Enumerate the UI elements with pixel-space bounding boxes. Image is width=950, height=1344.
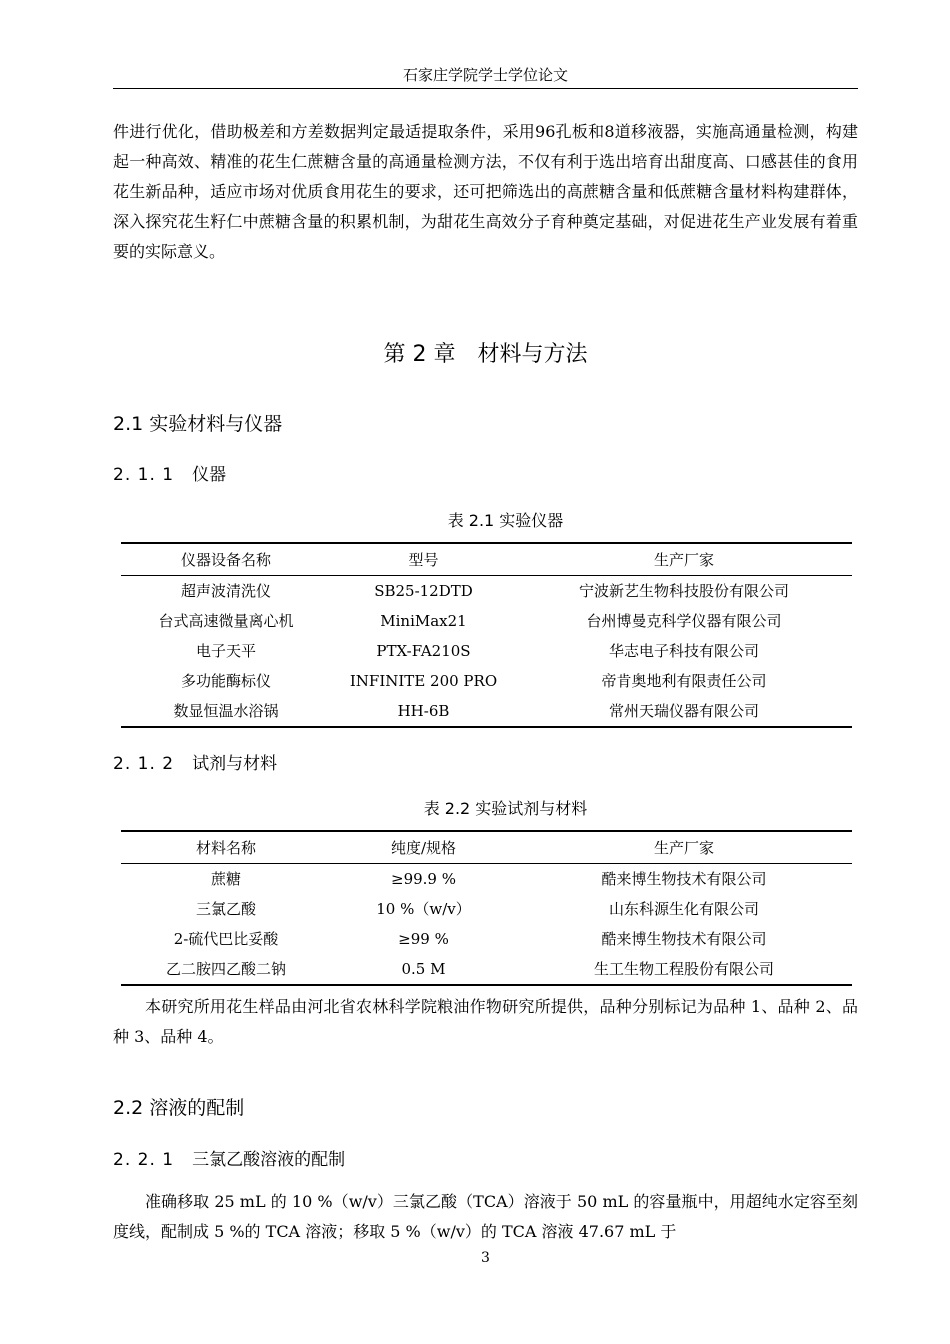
table-cell: 2-硫代巴比妥酸 [173, 930, 279, 948]
column-header: 仪器设备名称 [121, 543, 331, 576]
table-cell: ≥99 % [398, 930, 449, 948]
column-header: 材料名称 [121, 831, 331, 864]
subsection-title: 试剂与材料 [192, 754, 278, 774]
table-row [121, 864, 852, 895]
table-cell: ≥99.9 % [391, 870, 456, 888]
table-cell: HH-6B [397, 702, 450, 720]
subsection-number: 2. 1. 2 [113, 754, 175, 774]
table-cell: 多功能酶标仪 [180, 672, 271, 690]
table-row [121, 666, 852, 696]
subsection-title: 三氯乙酸溶液的配制 [192, 1150, 346, 1170]
intro-paragraph: 件进行优化，借助极差和方差数据判定最适提取条件，采用96孔板和8道移液器，实施高通量检测，构建起一种高效、精准的花生仁蔗糖含量的高通量检测方法，不仅有利于选出培育出甜度高、口感甚佳的食用花生新品种，适应市场对优质食用花生的要求，还可把筛选出的高蔗糖含量和低蔗糖含量材料构建群体，深入探究花生籽仁中蔗糖含量的积累机制，为甜花生高效分子育种奠定基础，对促进花生产业发展有着重要的实际意义。 [113, 122, 858, 261]
subsection-heading-2-1-2 [113, 751, 277, 777]
table-cell: 台州博曼克科学仪器有限公司 [586, 612, 782, 630]
table-cell: 乙二胺四乙酸二钠 [165, 960, 286, 978]
table-header-row [121, 543, 852, 576]
subsection-heading-2-1-1 [113, 462, 226, 488]
running-header: 石家庄学院学士学位论文 [113, 64, 858, 89]
table-cell: MiniMax21 [380, 612, 467, 630]
table-row [121, 924, 852, 954]
table-row [121, 636, 852, 666]
table-cell: 台式高速微量离心机 [158, 612, 294, 630]
table-row [121, 696, 852, 727]
column-header: 生产厂家 [516, 543, 852, 576]
subsection-title: 仪器 [192, 465, 227, 485]
table-cell: 宁波新艺生物科技股份有限公司 [578, 582, 789, 600]
table-cell: INFINITE 200 PRO [349, 672, 498, 690]
column-header: 型号 [331, 543, 516, 576]
tca-preparation-paragraph: 准确移取 25 mL 的 10 %（w/v）三氯乙酸（TCA）溶液于 50 mL 的容量瓶中，用超纯水定容至刻度线，配制成 5 %的 TCA 溶液；移取 5 %（w/v）的 TCA 溶液 47.67 mL 于 [113, 1192, 858, 1241]
table-cell: 数显恒温水浴锅 [173, 702, 279, 720]
table-cell: 常州天瑞仪器有限公司 [608, 702, 759, 720]
page-number: 3 [481, 1250, 490, 1266]
table-2-1-caption: 表 2.1 实验仪器 [447, 511, 564, 530]
table-cell: 0.5 M [401, 960, 446, 978]
table-header-row [121, 831, 852, 864]
table-row [121, 606, 852, 636]
column-header: 纯度/规格 [331, 831, 516, 864]
subsection-heading-2-2-1 [113, 1147, 345, 1173]
table-cell: 蔗糖 [210, 870, 241, 888]
table-cell: 三氯乙酸 [195, 900, 256, 918]
table-cell: 华志电子科技有限公司 [608, 642, 759, 660]
table-cell: 帝肯奥地利有限责任公司 [601, 672, 767, 690]
section-heading-2-2: 2.2 溶液的配制 [113, 1097, 245, 1119]
table-row [121, 954, 852, 985]
table-cell: 山东科源生化有限公司 [608, 900, 759, 918]
subsection-number: 2. 2. 1 [113, 1150, 175, 1170]
chapter-title: 第 2 章 材料与方法 [383, 342, 588, 367]
table-cell: 超声波清洗仪 [180, 582, 271, 600]
sample-source-paragraph: 本研究所用花生样品由河北省农林科学院粮油作物研究所提供，品种分别标记为品种 1、品种 2、品种 3、品种 4。 [113, 997, 858, 1046]
table-row [121, 894, 852, 924]
table-cell: 酷来博生物技术有限公司 [601, 870, 767, 888]
subsection-number: 2. 1. 1 [113, 465, 175, 485]
table-cell: 酷来博生物技术有限公司 [601, 930, 767, 948]
section-heading-2-1: 2.1 实验材料与仪器 [113, 413, 283, 435]
table-row [121, 576, 852, 607]
table-cell: 生工生物工程股份有限公司 [593, 960, 774, 978]
table-2-1-instruments [121, 542, 852, 728]
column-header: 生产厂家 [516, 831, 852, 864]
table-cell: 电子天平 [195, 642, 256, 660]
table-cell: PTX-FA210S [376, 642, 471, 660]
table-cell: SB25-12DTD [374, 582, 473, 600]
table-2-2-reagents [121, 830, 852, 986]
table-cell: 10 %（w/v） [376, 900, 471, 918]
table-2-2-caption: 表 2.2 实验试剂与材料 [423, 799, 588, 818]
